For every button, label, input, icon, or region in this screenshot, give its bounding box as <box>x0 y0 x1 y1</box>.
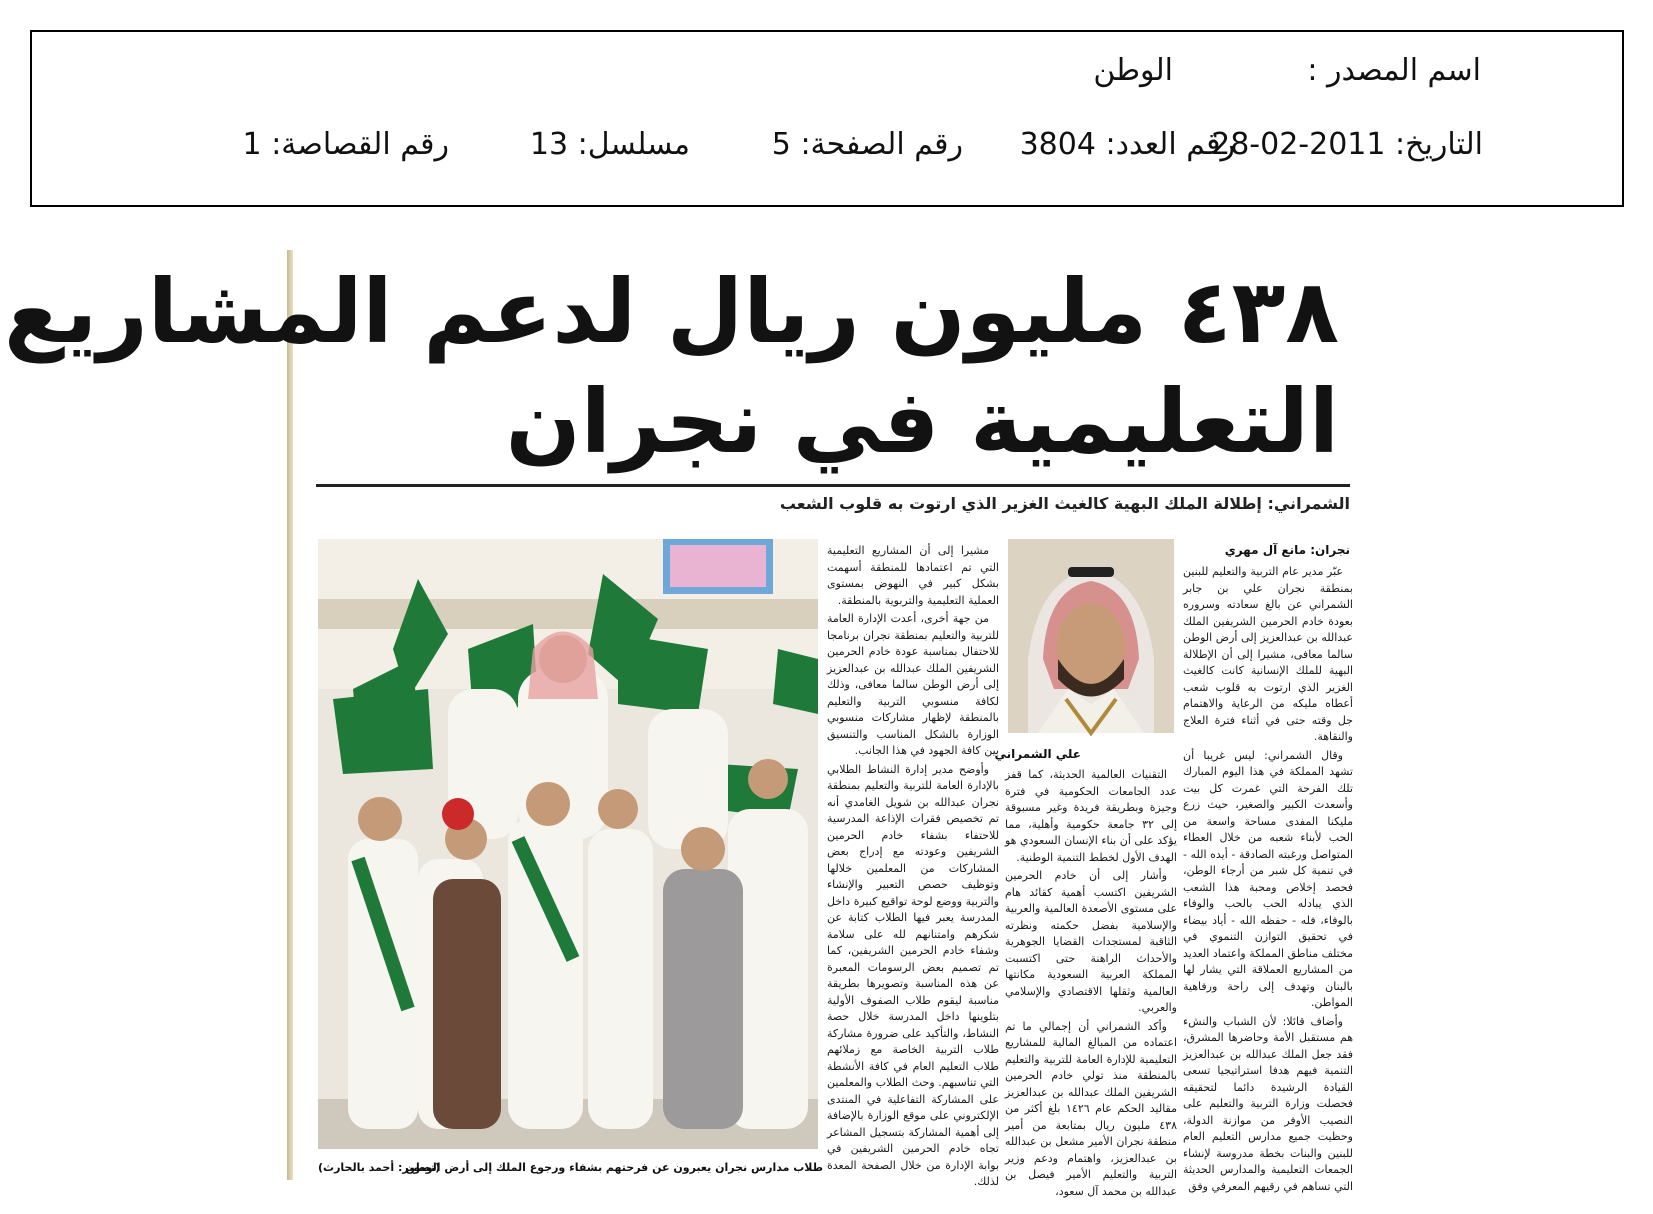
date-label: التاريخ: <box>1395 127 1483 162</box>
clip-label: رقم القصاصة: <box>271 127 449 162</box>
serial-label: مسلسل: <box>577 127 690 162</box>
paragraph: من جهة أخرى، أعدت الإدارة العامة للتربية والتعليم بمنطقة نجران برنامجا للاحتفال بمناسبة عودة خادم الحرمين الشريفين الملك عبدالله بن عبدالعزيز إلى أرض الوطن سالما معافى، وذلك لكافة منسوبي التربية والتعليم بالمنطقة لإظهار مشاركات منسوبي الوزارة بالشكل المناسب والتنسيق بين كافة الجهود في هذا الجانب. <box>827 612 999 757</box>
headline-line1: ٤٣٨ مليون ريال لدعم المشاريع <box>3 260 1339 363</box>
byline: نجران: مانع آل مهري <box>1224 543 1350 557</box>
serial-field <box>530 128 690 162</box>
paragraph: مشيرا إلى أن المشاريع التعليمية التي تم اعتمادها للمنطقة أسهمت بشكل كبير في النهوض بمستوى العملية التعليمية والتربوية بالمنطقة. <box>827 544 999 607</box>
paragraph: وأوضح مدير إدارة النشاط الطلابي بالإدارة العامة للتربية والتعليم بمنطقة نجران عبدالله بن شويل الغامدي أنه تم تخصيص فقرات الإذاعة المدرسية للاحتفاء بشفاء خادم الحرمين الشريفين وعودته مع إدراج بعض المشاركات من المعلمين خلالها وتوظيف حصص التعبير والإنشاء والتربية ووضع لوحة تواقيع كبيرة داخل المدرسة يعبر فيها الطلاب كتابة عن شكرهم وامتنانهم لله على سلامة وشفاء خادم الحرمين الشريفين، كما تم تصميم بعض الرسومات المعبرة عن هذه المناسبة وتصويرها بطريقة مناسبة ليقوم طلاب الصفوف الأولية بتلوينها داخل المدرسة خلال حصة النشاط، والتأكيد على ضرورة مشاركة طلاب التربية الخاصة مع زملائهم طلاب التعليم العام في كافة الأنشطة التي تناسبهم. وحث الطلاب والمعلمين على المشاركة التفاعلية في المنتدى الإلكتروني على موقع الوزارة بالإضافة إلى أهمية المشاركة بتسجيل المشاعر تجاه خادم الحرمين الشريفين في بوابة الإدارة من خلال الصفحة المعدة لذلك. <box>827 762 999 1188</box>
page-label: رقم الصفحة: <box>800 127 963 162</box>
headline-line2: التعليمية في نجران <box>505 370 1339 473</box>
article-column-3 <box>827 543 999 1187</box>
source-value: الوطن <box>1093 53 1173 88</box>
portrait-photo <box>1008 539 1174 733</box>
photo-caption: طلاب مدارس نجران يعبرون عن فرحتهم بشفاء ورجوع الملك إلى أرض الوطن <box>405 1161 823 1174</box>
page-value: 5 <box>771 127 791 162</box>
main-photo <box>318 539 818 1149</box>
issue-field <box>1020 128 1235 162</box>
date-field <box>1211 128 1483 162</box>
paragraph: التقنيات العالمية الحديثة، كما قفز عدد الجامعات الحكومية في فترة وجيزة وبطريقة فريدة وغير مسبوقة إلى ٣٢ جامعة حكومية وأهلية، مما يؤكد على أن بناء الإنسان السعودي هو الهدف الأول لخطط التنمية الوطنية. <box>1005 768 1177 864</box>
clip-value: 1 <box>242 127 262 162</box>
date-value: 28-02-2011 <box>1211 127 1386 162</box>
article-column-2 <box>1005 767 1178 1198</box>
clip-field <box>243 128 449 162</box>
students-celebration-image <box>318 539 818 1149</box>
paragraph: وقال الشمراني: ليس غريبا أن تشهد المملكة في هذا اليوم المبارك تلك الفرحة التي غمرت كل بيت وأسعدت الكبير والصغير، حيث زرع مليكنا المفدى مساحة واسعة من الحب لأبناء شعبه من خلال العطاء المتواصل ورغبته الصادقة - أيده الله - في تنمية كل شبر من أرجاء الوطن، فحصد إخلاص ومحبة هذا الشعب الذي يبادله الحب بالحب والوفاء بالوفاء، فله - حفظه الله - أياد بيضاء في تحقيق التوازن التنموي في مختلف مناطق المملكة واعتماد العديد من المشاريع العملاقة التي يشار لها بالبنان وتهدف إلى راحة ورفاهية المواطن. <box>1183 748 1353 1009</box>
source-label: اسم المصدر : <box>1307 53 1481 88</box>
paragraph: وأشار إلى أن خادم الحرمين الشريفين اكتسب أهمية كقائد هام على مستوى الأصعدة العالمية والعربية والإسلامية بفضل حكمته ونظرته الثاقبة لمستجدات القضايا الجوهرية والأحداث الراهنة حتى اكتسبت المملكة العربية السعودية مكانتها العالمية وثقلها الاقتصادي والإسلامي والعربي. <box>1005 869 1177 1014</box>
article-column-1 <box>1183 564 1353 1193</box>
portrait-image <box>1008 539 1174 733</box>
photo-credit: (تصوير: أحمد بالحارث) <box>318 1161 441 1174</box>
page-gutter <box>287 250 293 1180</box>
headline-rule <box>316 484 1350 487</box>
serial-value: 13 <box>529 127 569 162</box>
portrait-caption: علي الشمراني <box>994 747 1081 761</box>
paragraph: وأكد الشمراني أن إجمالي ما تم اعتماده من المبالغ المالية للمشاريع التعليمية للإدارة العامة للتربية والتعليم بالمنطقة منذ تولي خادم الحرمين الشريفين الملك عبدالله بن عبدالعزيز مقاليد الحكم عام ١٤٢٦ بلغ أكثر من ٤٣٨ مليون ريال بمتابعة من أمير منطقة نجران الأمير مشعل بن عبدالله بن عبدالعزيز، واهتمام ودعم وزير التربية والتعليم الأمير فيصل بن عبدالله بن محمد آل سعود، <box>1005 1019 1178 1198</box>
paragraph: وأضاف قائلا: لأن الشباب والنشء هم مستقبل الأمة وحاضرها المشرق، فقد جعل الملك عبدالله بن عبدالعزيز التنمية فيهم هدفا استراتيجيا تسعى القيادة الرشيدة دائما لتحقيقه فحصلت وزارة التربية والتعليم على النصيب الأوفر من موازنة الدولة، وحظيت جميع مدارس التعليم العام للبنين والبنات بخطة مدروسة لإنشاء الجمعات التعليمية والمدارس الحديثة التي تساهم في رقيهم المعرفي وفق <box>1183 1014 1353 1193</box>
issue-label: رقم العدد: <box>1105 127 1235 162</box>
subheadline: الشمراني: إطلالة الملك البهية كالغيث الغزير الذي ارتوت به قلوب الشعب <box>779 494 1350 513</box>
page-field <box>772 128 963 162</box>
issue-value: 3804 <box>1019 127 1096 162</box>
paragraph: عبّر مدير عام التربية والتعليم للبنين بمنطقة نجران علي بن جابر الشمراني عن بالغ سعادته وسروره بعودة خادم الحرمين الشريفين الملك عبدالله بن عبدالعزيز إلى أرض الوطن سالما معافى، مشيرا إلى أن الإطلالة البهية للملك الإنسانية كانت كالغيث الغزير الذي ارتوت به قلوب شعب أعطاه مليكه من الرعاية والاهتمام جل وقته حتى في أثناء فترة العلاج والنقاهة. <box>1183 565 1353 743</box>
